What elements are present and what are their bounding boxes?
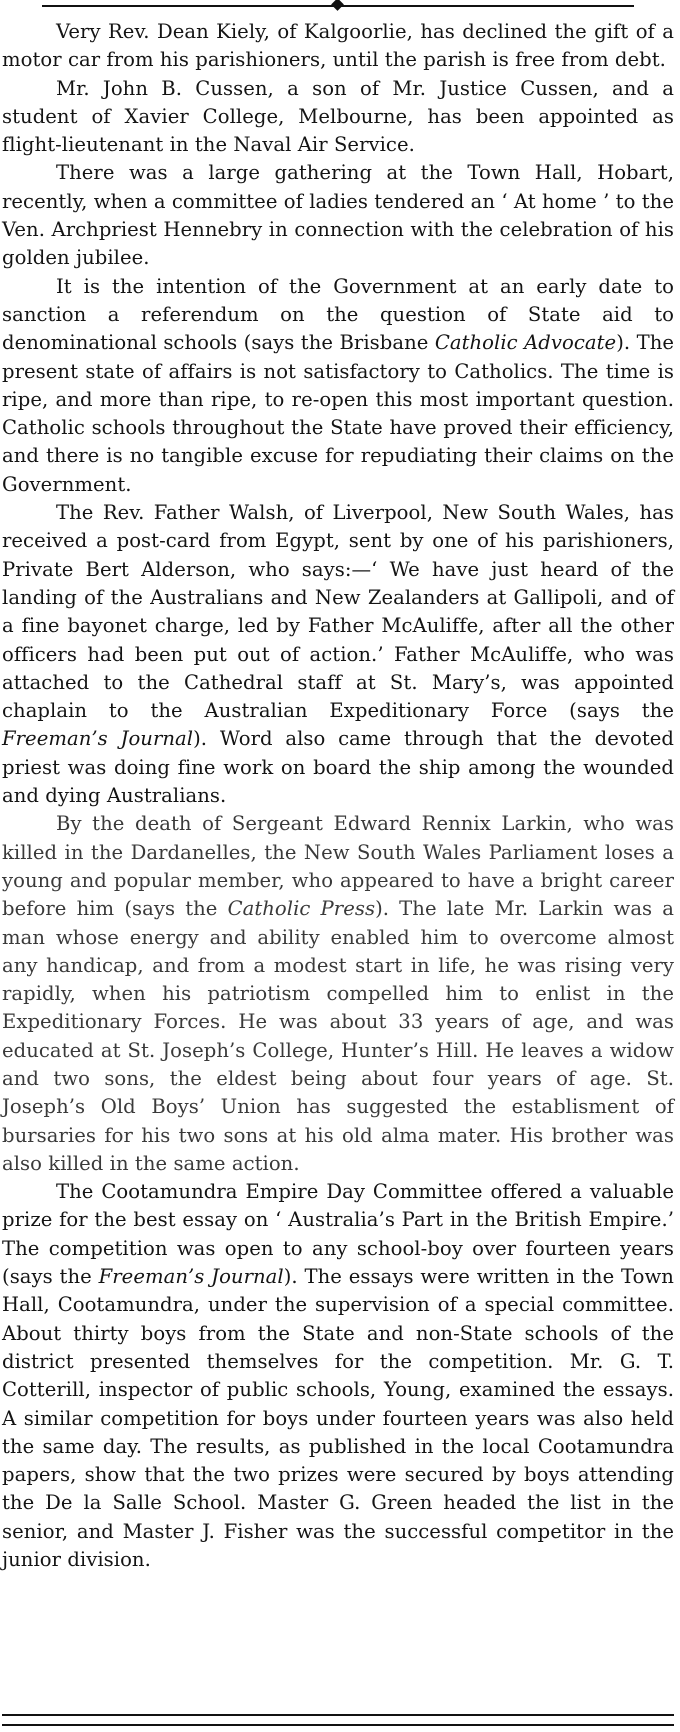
- publication-title: Freeman’s Journal: [2, 727, 194, 751]
- paragraph-text: Very Rev. Dean Kiely, of Kalgoorlie, has declined the gift of a motor car from his parishioners, until the parish is free from debt.: [2, 20, 674, 72]
- paragraph-text: ). The present state of affairs is not satisfactory to Catholics. The time is ripe, and more than ripe, to re-open this most important question. Catholic schools throughout the State have proved their efficiency, and there is no tangible excuse for repudiating their claims on the Government.: [2, 331, 675, 496]
- news-paragraph: [2, 1178, 674, 1574]
- news-paragraph: [2, 810, 674, 1178]
- bottom-double-rule: [2, 1714, 674, 1726]
- news-paragraph: [2, 75, 674, 160]
- news-paragraph: [2, 499, 674, 810]
- paragraph-text: The Rev. Father Walsh, of Liverpool, New South Wales, has received a post-card from Egypt, sent by one of his parishioners, Private Bert Alderson, who says:—‘ We have just heard of the landing of the Australians and New Zealanders at Gallipoli, and of a fine bayonet charge, led by Father McAuliffe, after all the other officers had been put out of action.’ Father McAuliffe, who was attached to the Cathedral staff at St. Mary’s, was appointed chaplain to the Australian Expeditionary Force (says the: [2, 501, 674, 723]
- top-ornamental-rule: [2, 0, 674, 14]
- paragraph-text: ). The late Mr. Larkin was a man whose energy and ability enabled him to overcome almost any handicap, and from a modest start in life, he was rising very rapidly, when his patriotism compelled him to enlist in the Expeditionary Forces. He was about 33 years of age, and was educated at St. Joseph’s College, Hunter’s Hill. He leaves a widow and two sons, the eldest being about four years of age. St. Joseph’s Old Boys’ Union has suggested the establisment of bursaries for his two sons at his old alma mater. His brother was also killed in the same action.: [2, 897, 675, 1175]
- news-paragraph: [2, 273, 674, 499]
- paragraph-text: By the death of Sergeant Edward Rennix Larkin, who was killed in the Dardanelles, the New South Wales Parliament loses a young and popular member, who appeared to have a bright career before him (says the: [2, 812, 674, 921]
- news-items: [2, 18, 674, 1574]
- publication-title: Freeman’s Journal: [98, 1265, 284, 1289]
- paragraph-text: The Cootamundra Empire Day Committee offered a valuable prize for the best essay on ‘ Australia’s Part in the British Empire.’ The competition was open to any school-boy over fourteen years (says the: [2, 1180, 674, 1289]
- paragraph-text: There was a large gathering at the Town Hall, Hobart, recently, when a committee of ladies tendered an ‘ At home ’ to the Ven. Archpriest Hennebry in connection with the celebration of his golden jubilee.: [2, 161, 674, 270]
- paragraph-text: ). The essays were written in the Town Hall, Cootamundra, under the supervision of a special committee. About thirty boys from the State and non-State schools of the district presented themselves for the competition. Mr. G. T. Cotterill, inspector of public schools, Young, examined the essays. A similar competition for boys under fourteen years was also held the same day. The results, as published in the local Cootamundra papers, show that the two prizes were secured by boys attending the De la Salle School. Master G. Green headed the list in the senior, and Master J. Fisher was the successful competitor in the junior division.: [2, 1265, 674, 1572]
- publication-title: Catholic Press: [227, 897, 376, 921]
- publication-title: Catholic Advocate: [434, 331, 617, 355]
- news-paragraph: [2, 159, 674, 272]
- paragraph-text: ). Word also came through that the devoted priest was doing fine work on board the ship among the wounded and dying Australians.: [2, 727, 674, 808]
- news-paragraph: [2, 18, 674, 75]
- paragraph-text: Mr. John B. Cussen, a son of Mr. Justice Cussen, and a student of Xavier College, Melbourne, has been appointed as flight-lieutenant in the Naval Air Service.: [2, 76, 674, 157]
- diamond-ornament-icon: [331, 0, 344, 11]
- paragraph-text: It is the intention of the Government at an early date to sanction a referendum on the question of State aid to denominational schools (says the Brisbane: [2, 274, 674, 355]
